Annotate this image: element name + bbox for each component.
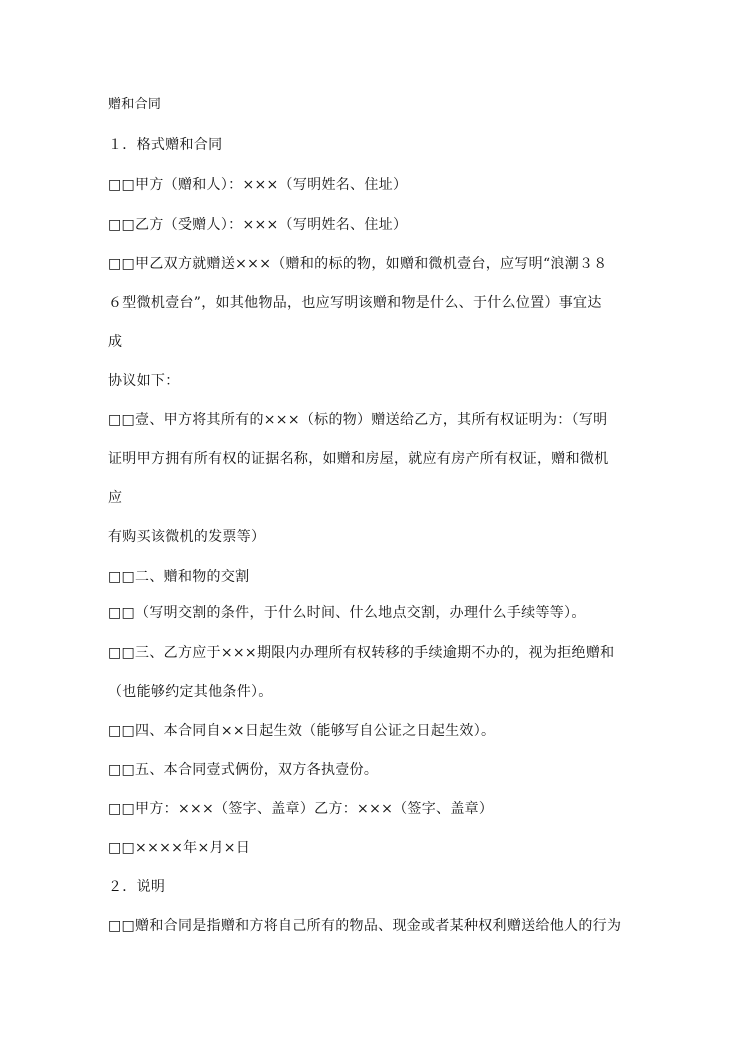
text-line: （也能够约定其他条件）。 [108,684,273,700]
section-heading: １．格式赠和合同 [108,137,223,153]
text-line: □□四、本合同自××日起生效（能够写自公证之日起生效）。 [108,723,496,739]
text-line: □□（写明交割的条件，于什么时间、什么地点交割，办理什么手续等等）。 [108,605,586,621]
text-line: 有购买该微机的发票等） [108,529,266,545]
text-line: □□三、乙方应于×××期限内办理所有权转移的手续逾期不办的，视为拒绝赠和 [108,645,615,661]
text-line: □□赠和合同是指赠和方将自己所有的物品、现金或者某种权利赠送给他人的行为 [108,918,622,934]
text-line: 证明甲方拥有所有权的证据名称，如赠和房屋，就应有房产所有权证，赠和微机 [108,451,609,467]
text-line: 成 [108,334,123,350]
text-line: □□壹、甲方将其所有的×××（标的物）赠送给乙方，其所有权证明为：（写明 [108,412,608,428]
text-line: □□五、本合同壹式俩份，双方各执壹份。 [108,762,379,778]
text-line: □□二、赠和物的交割 [108,569,250,585]
text-line: □□甲方（赠和人）：×××（写明姓名、住址） [108,177,408,193]
text-line: □□××××年×月×日 [108,840,251,856]
text-line: ６型微机壹台”，如其他物品，也应写明该赠和物是什么、于什么位置）事宜达 [108,295,602,311]
document-title: 赠和合同 [108,97,162,112]
text-line: □□甲方：×××（签字、盖章）乙方：×××（签字、盖章） [108,801,494,817]
text-line: □□甲乙双方就赠送×××（赠和的标的物，如赠和微机壹台，应写明“浪潮３８ [108,256,608,272]
section-heading: ２．说明 [108,879,166,895]
text-line: □□乙方（受赠人）：×××（写明姓名、住址） [108,217,408,233]
text-line: 协议如下： [108,373,180,389]
text-line: 应 [108,490,123,506]
